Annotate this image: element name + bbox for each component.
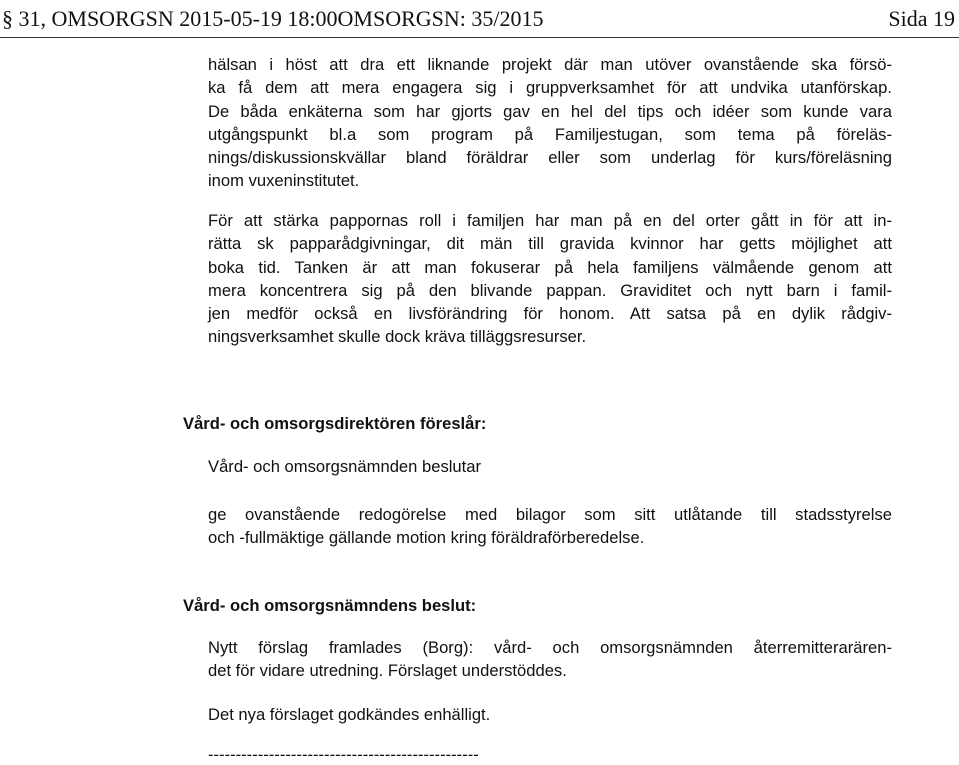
paragraph-2-line: rätta sk papparådgivningar, dit män till gravida kvinnor har getts möjlighet att — [208, 234, 892, 254]
paragraph-1-line: utgångspunkt bl.a som program på Familjestugan, som tema på föreläs- — [208, 124, 892, 144]
paragraph-2 — [208, 209, 892, 349]
paragraph-1 — [208, 53, 892, 193]
decision-text — [208, 636, 892, 683]
decision-final: Det nya förslaget godkändes enhälligt. — [208, 705, 491, 724]
paragraph-1-line: ka få dem att mera engagera sig i gruppverksamhet för att undvika utanförskap. — [208, 78, 892, 98]
page-header — [0, 0, 959, 37]
separator-line: ------------------------------------------------- — [208, 745, 479, 764]
header-divider — [0, 37, 959, 38]
proposal-intro: Vård- och omsorgsnämnden beslutar — [208, 457, 482, 476]
decision-line: Nytt förslag framlades (Borg): vård- och omsorgsnämnden återremitterarären- — [208, 638, 892, 657]
paragraph-2-line: boka tid. Tanken är att man fokuserar på hela familjens välmående genom att — [208, 257, 892, 277]
proposal-line: ge ovanstående redogörelse med bilagor som sitt utlåtande till stadsstyrelse — [208, 505, 892, 524]
paragraph-1-line: hälsan i höst att dra ett liknande projekt där man utöver ovanstående ska försö- — [208, 55, 892, 74]
paragraph-2-line: För att stärka pappornas roll i familjen har man på en del orter gått in för att in- — [208, 211, 892, 230]
page-number: Sida 19 — [888, 6, 955, 31]
paragraph-1-line: nings/diskussionskvällar bland föräldrar eller som underlag för kurs/föreläsning — [208, 148, 892, 168]
paragraph-1-line: inom vuxeninstitutet. — [208, 171, 360, 191]
paragraph-2-line: mera koncentrera sig på den blivande pappan. Graviditet och nytt barn i famil- — [208, 280, 892, 300]
proposal-text — [208, 503, 892, 550]
proposal-line: och -fullmäktige gällande motion kring föräldraförberedelse. — [208, 528, 645, 548]
decision-line: det för vidare utredning. Förslaget understöddes. — [208, 661, 567, 681]
document-title: § 31, OMSORGSN 2015-05-19 18:00OMSORGSN: 35/2015 — [2, 6, 544, 31]
paragraph-2-line: jen medför också en livsförändring för honom. Att satsa på en dylik rådgiv- — [208, 304, 892, 324]
paragraph-1-line: De båda enkäterna som har gjorts gav en hel del tips och idéer som kunde vara — [208, 101, 892, 121]
decision-heading: Vård- och omsorgsnämndens beslut: — [183, 596, 477, 615]
proposal-heading: Vård- och omsorgsdirektören föreslår: — [183, 414, 487, 433]
paragraph-2-line: ningsverksamhet skulle dock kräva tilläggsresurser. — [208, 327, 587, 347]
